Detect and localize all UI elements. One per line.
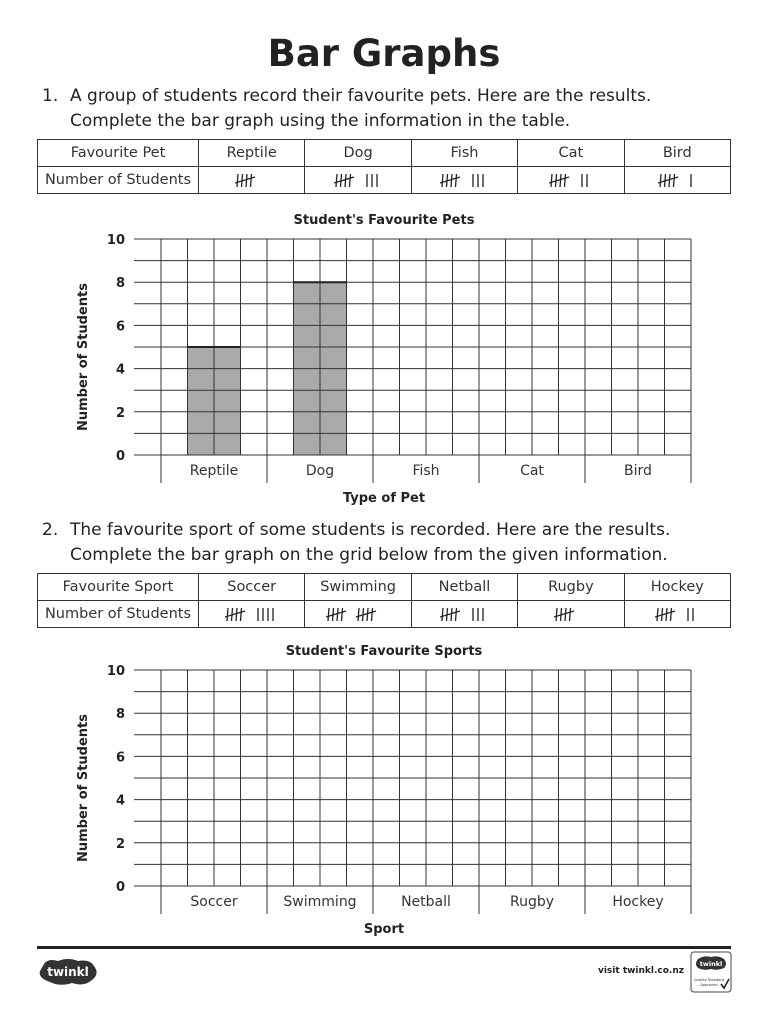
tally-cell [199, 167, 305, 194]
x-tick-label: Soccer [190, 894, 238, 910]
svg-text:twinkl: twinkl [699, 960, 723, 968]
table-header-label: Favourite Pet [38, 140, 199, 167]
tally-marks [554, 605, 588, 623]
x-tick-label: Reptile [189, 463, 239, 479]
table-tally-row [38, 601, 731, 628]
table-category: Soccer [199, 574, 305, 601]
tally-marks [334, 171, 383, 189]
table-category: Hockey [624, 574, 730, 601]
y-tick-label: 8 [115, 707, 125, 723]
table-category: Swimming [305, 574, 411, 601]
tally-cell [624, 601, 730, 628]
chart-title: Student's Favourite Pets [293, 213, 475, 228]
question-line: The favourite sport of some students is recorded. Here are the results. [70, 520, 671, 540]
table-tally-row [38, 167, 731, 194]
tally-marks [549, 171, 593, 189]
svg-text:Quality Standard: Quality Standard [693, 978, 725, 982]
x-tick-label: Hockey [612, 894, 664, 910]
y-axis-label: Number of Students [76, 282, 91, 432]
table-category: Reptile [199, 140, 305, 167]
table-category: Bird [624, 140, 730, 167]
tally-marks [235, 171, 269, 189]
tally-marks [658, 171, 697, 189]
tally-marks [655, 605, 699, 623]
tally-cell [411, 167, 517, 194]
x-tick-label: Cat [520, 463, 544, 479]
y-tick-label: 0 [115, 880, 125, 895]
question-2-text [42, 518, 742, 568]
x-tick-label: Fish [412, 463, 440, 479]
table-category: Netball [411, 574, 517, 601]
x-tick-label: Bird [624, 463, 652, 479]
table-header-label: Favourite Sport [38, 574, 199, 601]
y-tick-label: 6 [115, 319, 125, 335]
y-tick-label: 8 [115, 276, 125, 292]
tally-cell [305, 601, 411, 628]
page-title: Bar Graphs [267, 32, 501, 75]
question-number: 2. [42, 520, 59, 540]
x-tick-label: Netball [401, 894, 451, 910]
y-tick-label: 0 [115, 449, 125, 464]
table-category: Cat [518, 140, 624, 167]
tally-marks [440, 171, 489, 189]
table-row-label: Number of Students [38, 601, 199, 628]
y-tick-label: 4 [115, 362, 125, 378]
svg-text:Approved: Approved [700, 983, 718, 987]
y-tick-label: 2 [115, 405, 125, 421]
x-tick-label: Rugby [509, 894, 555, 910]
question-line: Complete the bar graph using the information in the table. [70, 111, 571, 131]
table-category: Rugby [518, 574, 624, 601]
table-category: Fish [411, 140, 517, 167]
question-number: 1. [42, 86, 59, 106]
tally-marks [440, 605, 489, 623]
tally-marks [326, 605, 390, 623]
sports-bar-chart [0, 636, 768, 941]
quality-badge [690, 951, 732, 993]
y-tick-label: 4 [115, 793, 125, 809]
pets-table [37, 139, 731, 194]
y-tick-label: 10 [106, 664, 125, 679]
question-1-text [42, 84, 742, 134]
footer-divider [37, 946, 731, 949]
x-tick-label: Swimming [283, 894, 357, 910]
twinkl-logo [38, 958, 98, 986]
chart-title: Student's Favourite Sports [285, 644, 483, 659]
logo-text: twinkl [47, 965, 89, 979]
tally-cell [518, 167, 624, 194]
tally-cell [518, 601, 624, 628]
visit-link[interactable]: visit twinkl.co.nz [597, 966, 684, 976]
y-tick-label: 2 [115, 836, 125, 852]
x-tick-label: Dog [305, 463, 335, 479]
tally-cell [411, 601, 517, 628]
tally-marks [225, 605, 279, 623]
y-tick-label: 10 [106, 233, 125, 248]
table-header-row [38, 140, 731, 167]
table-header-row [38, 574, 731, 601]
tally-cell [624, 167, 730, 194]
x-axis-label: Sport [363, 922, 405, 937]
sports-table [37, 573, 731, 628]
pets-bar-chart [0, 205, 768, 510]
table-category: Dog [305, 140, 411, 167]
x-axis-label: Type of Pet [342, 491, 426, 506]
question-line: A group of students record their favourite pets. Here are the results. [70, 86, 652, 106]
question-line: Complete the bar graph on the grid below from the given information. [70, 545, 668, 565]
table-row-label: Number of Students [38, 167, 199, 194]
tally-cell [305, 167, 411, 194]
tally-cell [199, 601, 305, 628]
y-axis-label: Number of Students [76, 713, 91, 863]
y-tick-label: 6 [115, 750, 125, 766]
